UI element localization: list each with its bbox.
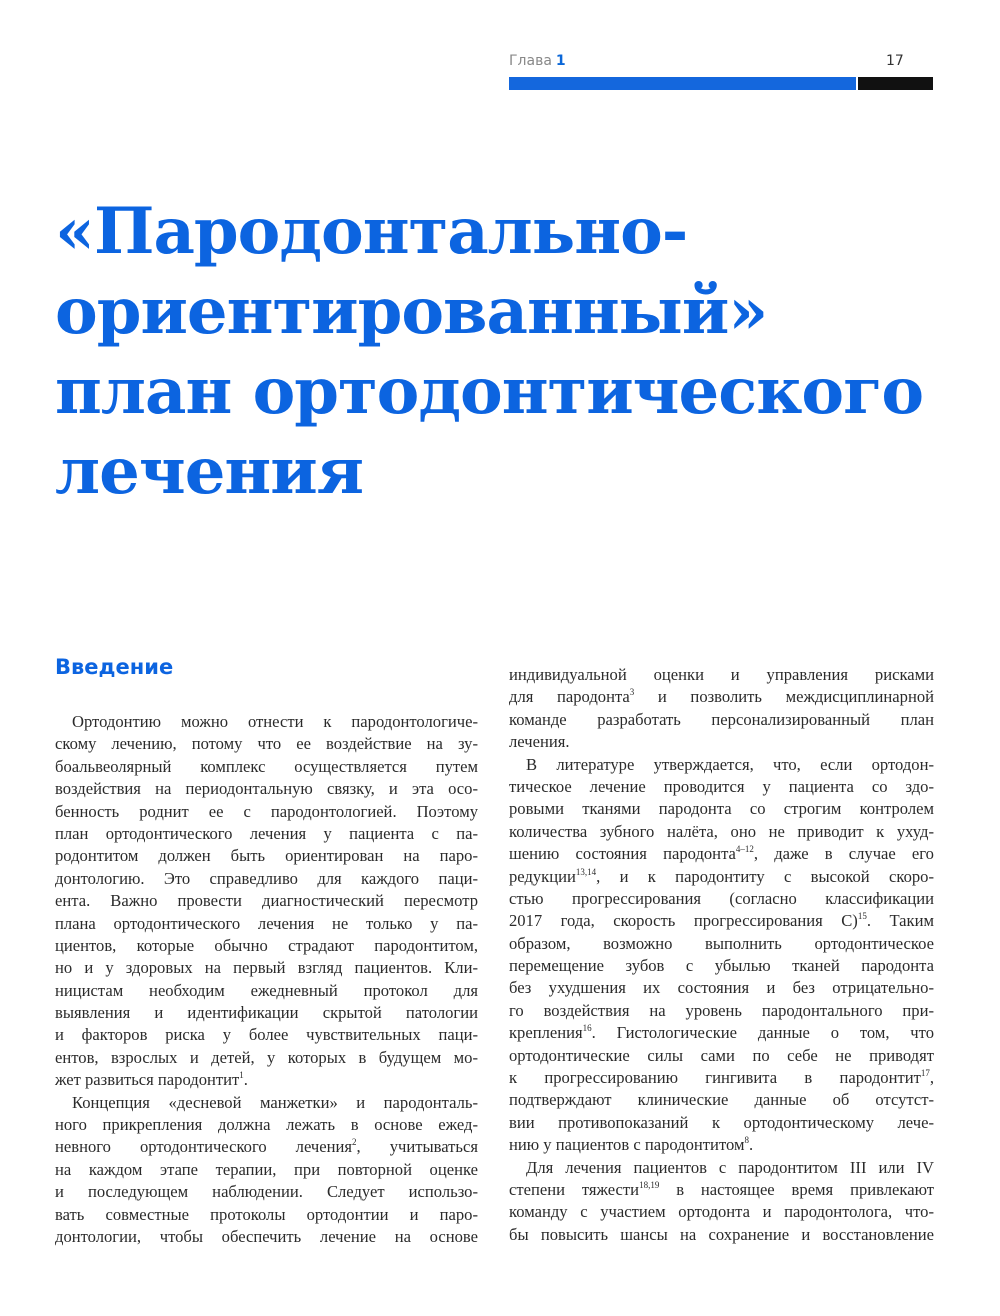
text-line-content: на каждом этапе терапии, при повторной оценке: [55, 1159, 478, 1179]
text-line: [509, 1045, 934, 1067]
text-line-tail: . Гистологические данные о том, что: [591, 1023, 934, 1043]
text-line-content: степени тяжести: [509, 1179, 640, 1199]
text-line-content: и последующем наблюдении. Следует использо-: [55, 1182, 478, 1202]
text-line-content: лечения.: [509, 732, 570, 752]
text-line-content: ортодонтические силы сами по себе не приводят: [509, 1045, 934, 1065]
text-line-content: индивидуальной оценки и управления рисками: [509, 665, 934, 684]
text-line: [55, 1002, 478, 1024]
text-line-content: 2017 года, скорость прогрессирования C): [509, 911, 858, 931]
text-line-content: образом, возможно выполнить ортодонтическое: [509, 933, 934, 953]
text-line: [55, 1226, 478, 1248]
text-line: [509, 955, 934, 977]
chapter-label-text: Глава: [509, 53, 552, 69]
text-line-content: нию у пациентов с пародонтитом: [509, 1135, 745, 1155]
text-line-content: для пародонта: [509, 687, 630, 707]
text-line: [509, 1157, 934, 1179]
text-line: [55, 1047, 478, 1069]
text-line-content: перемещение зубов с убылью тканей пародонта: [509, 956, 934, 976]
text-line-content: воздействия на периодонтальную связку, и эта осо-: [55, 779, 478, 799]
title-line: ориентированный»: [55, 274, 768, 349]
text-line-content: родонтитом должен быть ориентирован на паро-: [55, 846, 478, 866]
text-line: [509, 977, 934, 999]
text-line-tail: .: [748, 1135, 754, 1155]
text-line: [509, 910, 934, 932]
text-line-content: жет развиться пародонтит: [55, 1070, 240, 1090]
text-line: [55, 890, 478, 912]
text-line: [509, 754, 934, 776]
title-line: «Пародонтально-: [55, 194, 688, 269]
footnote-reference: 17: [920, 1068, 930, 1079]
text-line: [55, 1181, 478, 1203]
text-line: [509, 1112, 934, 1134]
text-line: [509, 1224, 934, 1246]
text-line-content: шению состояния пародонта: [509, 844, 736, 864]
text-line-tail: .: [243, 1070, 248, 1090]
text-line-content: количества зубного налёта, оно не приводит к ухуд-: [509, 821, 934, 841]
footnote-reference: 16: [582, 1023, 592, 1034]
text-line-content: стью прогрессирования (согласно классификации: [509, 888, 934, 908]
page-number: 17: [886, 53, 904, 69]
text-line-content: крепления: [509, 1023, 583, 1043]
header-rule-black: [858, 77, 933, 90]
text-line: [55, 868, 478, 890]
text-line: [509, 821, 934, 843]
text-line: [509, 709, 934, 731]
text-line: [55, 1092, 478, 1114]
text-line-content: команде разработать персонализированный план: [509, 709, 934, 729]
text-line: [509, 1089, 934, 1111]
text-line: [55, 823, 478, 845]
text-line: [55, 913, 478, 935]
text-line-content: ницистам необходим ежедневный протокол для: [55, 980, 478, 1000]
text-line-content: донтологии, чтобы обеспечить лечение на основе: [55, 1226, 478, 1246]
text-line: [55, 711, 478, 733]
text-line-content: плана ортодонтического лечения не только у па-: [55, 913, 478, 933]
text-line-content: ровыми тканями пародонта со строгим контролем: [509, 799, 934, 819]
text-line-content: план ортодонтического лечения у пациента с па-: [55, 823, 478, 843]
text-line-content: команду с участием ортодонта и пародонтолога, что-: [509, 1202, 934, 1222]
text-line-content: без ухудшения их состояния и без отрицательно-: [509, 978, 934, 998]
text-line: [509, 686, 934, 708]
footnote-reference: 2: [352, 1137, 357, 1148]
text-line-content: В литературе утверждается, что, если ортодон-: [526, 754, 934, 774]
text-line: [55, 845, 478, 867]
text-line: [55, 801, 478, 823]
body-column-right: [509, 664, 934, 1246]
text-line-content: к прогрессированию гингивита в пародонтит: [509, 1068, 921, 1088]
text-line-content: вии противопоказаний к ортодонтическому лече-: [509, 1112, 934, 1132]
text-line: [509, 866, 934, 888]
text-line-content: бы повысить шансы на сохранение и восстановление: [509, 1224, 934, 1244]
chapter-title: [55, 192, 955, 512]
text-line-tail: , и к пародонтиту с высокой скоро-: [596, 866, 934, 886]
footnote-reference: 15: [857, 911, 867, 922]
text-line: [55, 1204, 478, 1226]
text-line: [55, 1069, 478, 1091]
text-line-content: ентов, взрослых и детей, у которых в будущем мо-: [55, 1047, 478, 1067]
text-line: [509, 1067, 934, 1089]
text-line-content: боальвеолярный комплекс осуществляется путем: [55, 756, 478, 776]
chapter-label: [509, 53, 566, 69]
text-line-tail: , учитываться: [356, 1137, 478, 1157]
text-line: [509, 731, 934, 753]
text-line: [509, 776, 934, 798]
text-line: [55, 1114, 478, 1136]
text-line-content: скому лечению, потому что ее воздействие на зу-: [55, 734, 478, 754]
body-column-left: [55, 711, 478, 1248]
text-line: [55, 733, 478, 755]
footnote-reference: 8: [744, 1135, 749, 1146]
text-line: [509, 933, 934, 955]
text-line: [55, 1159, 478, 1181]
footnote-reference: 18,19: [639, 1179, 660, 1190]
text-line-content: Концепция «десневой манжетки» и пародонталь-: [72, 1092, 478, 1112]
text-line: [509, 1179, 934, 1201]
text-line-content: циентов, которые обычно страдают пародонтитом,: [55, 935, 478, 955]
text-line-content: вать совместные протоколы ортодонтии и паро-: [55, 1204, 478, 1224]
text-line-content: невного ортодонтического лечения: [55, 1137, 353, 1157]
text-line-content: подтверждают клинические данные об отсутст-: [509, 1090, 934, 1110]
text-line: [55, 1024, 478, 1046]
text-line-tail: в настоящее время привлекают: [659, 1179, 934, 1199]
text-line-content: го воздействия на уровень пародонтального при-: [509, 1000, 934, 1020]
text-line: [509, 1000, 934, 1022]
footnote-reference: 4–12: [735, 844, 754, 855]
text-line-tail: ,: [929, 1068, 934, 1088]
text-line-content: донтологию. Это справедливо для каждого паци-: [55, 868, 478, 888]
text-line: [509, 664, 934, 686]
text-line: [509, 1201, 934, 1223]
text-line-content: выявления и идентификации скрытой патологии: [55, 1003, 478, 1023]
header-rule-blue: [509, 77, 856, 90]
text-line-tail: . Таким: [866, 911, 934, 931]
text-line: [509, 888, 934, 910]
text-line-content: Ортодонтию можно отнести к пародонтологиче-: [72, 712, 478, 731]
text-line: [55, 980, 478, 1002]
text-line: [509, 1134, 934, 1156]
footnote-reference: 1: [239, 1070, 244, 1081]
text-line-tail: и позволить междисциплинарной: [634, 687, 934, 707]
text-line-content: тическое лечение проводится у пациента со здо-: [509, 776, 934, 796]
text-line: [55, 756, 478, 778]
text-line: [55, 1136, 478, 1158]
text-line: [509, 1022, 934, 1044]
text-line-content: и факторов риска у более чувствительных паци-: [55, 1025, 478, 1045]
title-line: план ортодонтического: [55, 354, 923, 429]
text-line: [55, 957, 478, 979]
title-line: лечения: [55, 434, 363, 509]
section-heading: Введение: [55, 655, 174, 679]
text-line-content: Для лечения пациентов с пародонтитом III или IV: [526, 1157, 934, 1177]
text-line: [509, 798, 934, 820]
text-line-content: редукции: [509, 866, 576, 886]
text-line: [509, 843, 934, 865]
text-line-tail: , даже в случае его: [753, 844, 934, 864]
text-line: [55, 935, 478, 957]
text-line-content: бенность роднит ее с пародонтологией. Поэтому: [55, 801, 478, 821]
footnote-reference: 13,14: [575, 866, 597, 877]
text-line: [55, 778, 478, 800]
text-line-content: ента. Важно провести диагностический пересмотр: [55, 891, 478, 911]
footnote-reference: 3: [629, 687, 635, 698]
text-line-content: ного прикрепления должна лежать в основе ежед-: [55, 1115, 478, 1135]
text-line-content: но и у здоровых на первый взгляд пациентов. Кли-: [55, 958, 478, 978]
chapter-number: 1: [555, 53, 566, 69]
